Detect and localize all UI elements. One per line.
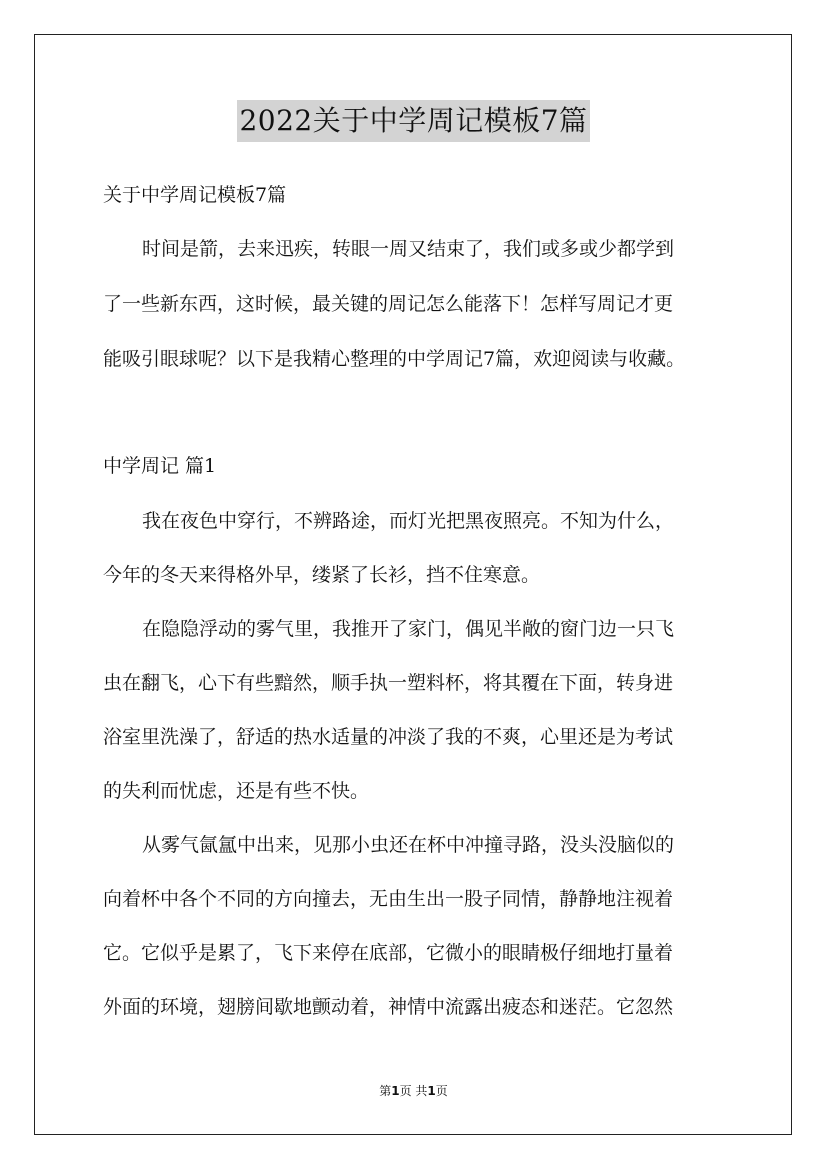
footer-current-page: 1 [391,1084,400,1098]
body-line-9: 它。它似乎是累了，飞下来停在底部，它微小的眼睛极仔细地打量着 [103,942,674,964]
body-line-1: 我在夜色中穿行，不辨路途，而灯光把黑夜照亮。不知为什么， [142,510,675,532]
body-line-5: 浴室里洗澡了，舒适的热水适量的冲淡了我的不爽，心里还是为考试 [103,726,674,748]
body-line-4: 虫在翻飞，心下有些黯然，顺手执一塑料杯，将其覆在下面，转身进 [103,672,674,694]
intro-line-2: 了一些新东西，这时候，最关键的周记怎么能落下！怎样写周记才更 [103,293,674,315]
intro-line-3: 能吸引眼球呢？以下是我精心整理的中学周记7篇，欢迎阅读与收藏。 [103,348,686,370]
intro-line-1: 时间是箭，去来迅疾，转眼一周又结束了，我们或多或少都学到 [142,238,675,260]
title-container [0,100,827,142]
section-heading: 中学周记 篇1 [103,455,217,477]
body-line-10: 外面的环境，翅膀间歇地颤动着，神情中流露出疲态和迷茫。它忽然 [103,996,674,1018]
body-line-8: 向着杯中各个不同的方向撞去，无由生出一股子同情，静静地注视着 [103,888,674,910]
document-subtitle: 关于中学周记模板7篇 [103,184,287,206]
footer-page-mid: 页 共 [399,1084,428,1098]
body-line-7: 从雾气氤氲中出来，见那小虫还在杯中冲撞寻路，没头没脑似的 [142,834,675,856]
footer-page-prefix: 第 [379,1084,392,1098]
body-line-3: 在隐隐浮动的雾气里，我推开了家门，偶见半敞的窗门边一只飞 [142,618,675,640]
document-title: 2022关于中学周记模板7篇 [237,100,589,142]
page-footer [0,1083,827,1099]
body-line-6: 的失利而忧虑，还是有些不快。 [103,780,370,802]
body-line-2: 今年的冬天来得格外早，缕紧了长衫，挡不住寒意。 [103,564,541,586]
footer-page-suffix: 页 [435,1084,448,1098]
footer-total-pages: 1 [427,1084,436,1098]
